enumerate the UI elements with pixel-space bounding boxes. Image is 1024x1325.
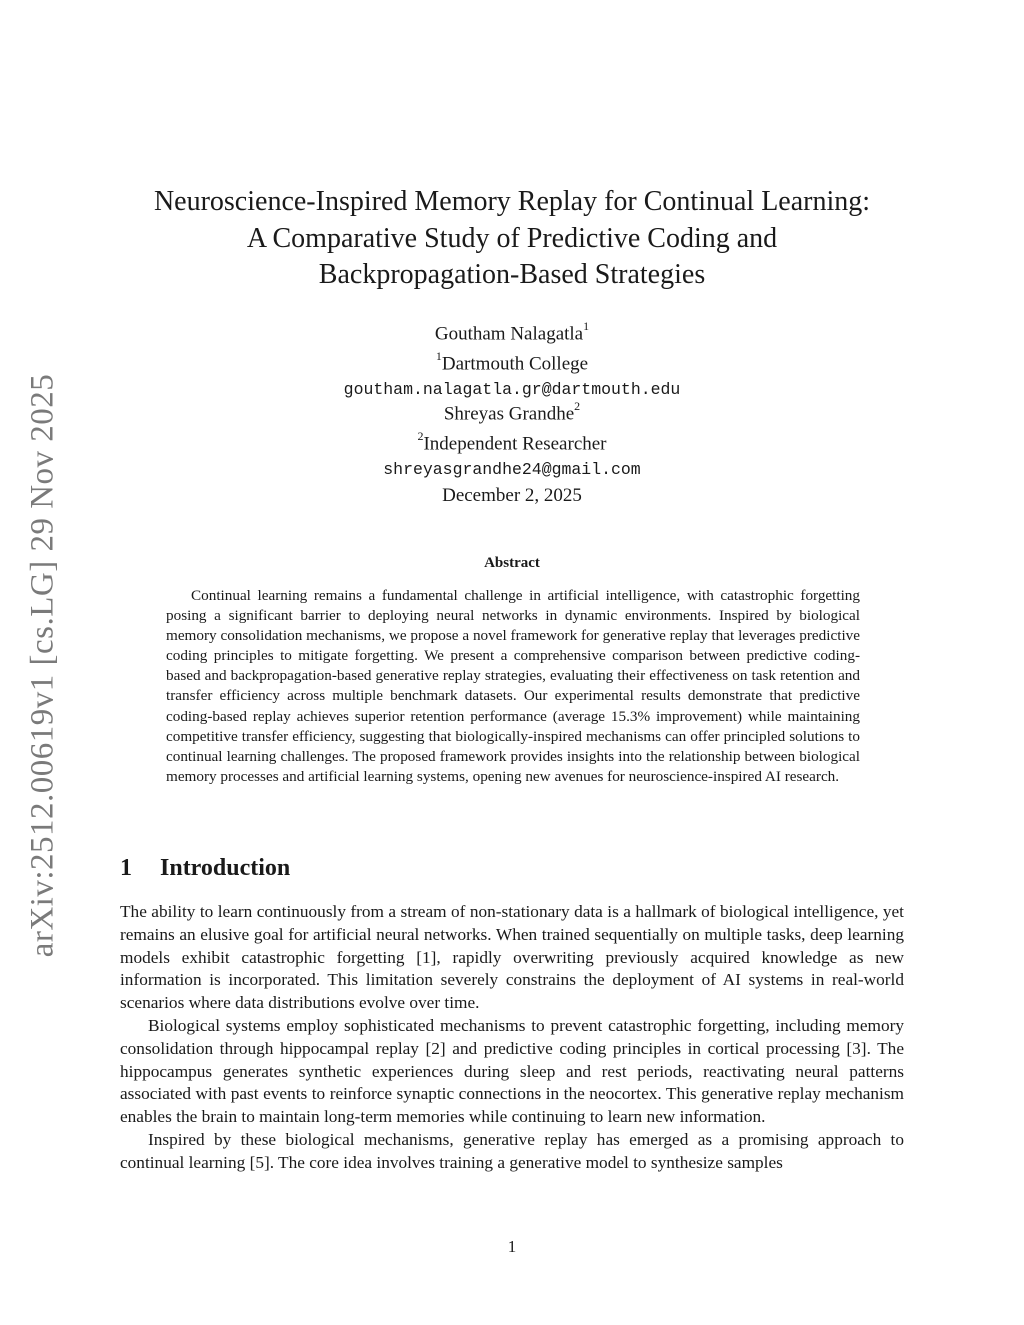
author-affiliation: $^2$Independent Researcher [417,429,607,455]
author-name: Shreyas Grandhe$^2$ [443,399,581,425]
title-line: Backpropagation-Based Strategies [318,259,706,290]
paragraph: Inspired by these biological mechanisms, generative replay has emerged as a promising approach to continual learning [5]. The core idea involves training a generative model to synthesize samples [120,1129,904,1172]
author-block-1 [120,316,904,402]
author-name: Goutham Nalagatla$^1$ [434,319,590,345]
section-heading [120,855,290,882]
arxiv-identifier-text: arXiv:2512.00619v1 [cs.LG] 29 Nov 2025 [24,373,61,957]
paper-date: December 2, 2025 [442,485,582,506]
author-email[interactable]: shreyasgrandhe24@gmail.com [383,459,641,479]
introduction-body [120,901,904,1175]
section-title: Introduction [160,855,291,881]
title-line: Neuroscience-Inspired Memory Replay for Continual Learning: [153,186,871,217]
author-affiliation: $^1$Dartmouth College [435,349,589,375]
paper-title [120,184,904,294]
abstract-heading: Abstract [484,555,540,571]
title-line: A Comparative Study of Predictive Coding and [246,222,778,254]
arxiv-identifier-stamp [15,370,71,960]
author-email[interactable]: goutham.nalagatla.gr@dartmouth.edu [343,379,681,399]
paragraph: The ability to learn continuously from a stream of non-stationary data is a hallmark of biological intelligence, yet remains an elusive goal for artificial neural networks. When trained sequentially on multiple tasks, deep learning models exhibit catastrophic forgetting [1], rapidly overwriting previously acquired knowledge as new information is incorporated. This limitation severely constrains the deployment of AI systems in real-world scenarios where data distributions evolve over time. [120,902,904,1013]
author-block-2 [120,396,904,482]
section-number: 1 [120,855,132,881]
paragraph: Biological systems employ sophisticated mechanisms to prevent catastrophic forgetting, including memory consolidation through hippocampal replay [2] and predictive coding principles in cortical processing [3]. The hippocampus generates synthetic experiences during sleep and rest periods, reactivating neural patterns associated with past events to reinforce synaptic connections in the neocortex. This generative replay mechanism enables the brain to maintain long-term memories while continuing to learn new information. [120,1015,904,1127]
abstract-text: Continual learning remains a fundamental challenge in artificial intelligence, with catastrophic forgetting posing a significant barrier to deploying neural networks in dynamic environments. Inspired by biological memory consolidation mechanisms, we propose a novel framework for generative replay that leverages predictive coding principles to mitigate forgetting. We present a comprehensive comparison between predictive coding-based and backpropagation-based generative replay strategies, evaluating their effectiveness on task retention and transfer efficiency across multiple benchmark datasets. Our experimental results demonstrate that predictive coding-based replay achieves superior retention performance (average 15.3% improvement) while maintaining competitive transfer efficiency, suggesting that biologically-inspired mechanisms can offer principled solutions to continual learning challenges. The proposed framework provides insights into the relationship between biological memory processes and artificial learning systems, opening new avenues for neuroscience-inspired AI research. [166,587,860,785]
page-number: 1 [507,1237,517,1256]
